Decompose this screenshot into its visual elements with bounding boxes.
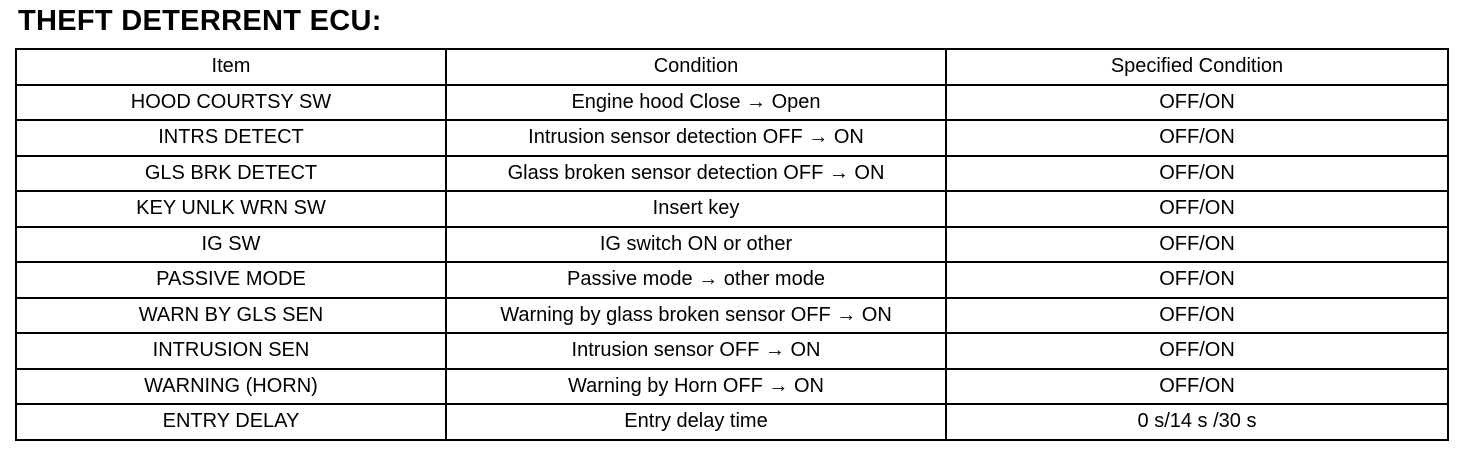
table-header-row (16, 49, 1448, 85)
table-row (16, 333, 1448, 369)
specified-condition-cell: OFF/ON (946, 85, 1448, 121)
table-row (16, 227, 1448, 263)
specified-condition-cell: OFF/ON (946, 333, 1448, 369)
item-cell: WARNING (HORN) (16, 369, 446, 405)
item-cell: ENTRY DELAY (16, 404, 446, 440)
item-cell: PASSIVE MODE (16, 262, 446, 298)
condition-cell: Engine hood Close → Open (446, 85, 946, 121)
table-row (16, 191, 1448, 227)
condition-cell: Intrusion sensor detection OFF → ON (446, 120, 946, 156)
specified-condition-cell: OFF/ON (946, 120, 1448, 156)
specified-condition-cell: 0 s/14 s /30 s (946, 404, 1448, 440)
specification-table (15, 48, 1449, 441)
specified-condition-cell: OFF/ON (946, 156, 1448, 192)
item-cell: INTRUSION SEN (16, 333, 446, 369)
item-cell: IG SW (16, 227, 446, 263)
table-row (16, 404, 1448, 440)
condition-cell: Warning by glass broken sensor OFF → ON (446, 298, 946, 334)
specified-condition-cell: OFF/ON (946, 262, 1448, 298)
item-cell: INTRS DETECT (16, 120, 446, 156)
specified-condition-cell: OFF/ON (946, 298, 1448, 334)
condition-cell: Insert key (446, 191, 946, 227)
item-cell: HOOD COURTSY SW (16, 85, 446, 121)
condition-cell: Warning by Horn OFF → ON (446, 369, 946, 405)
table-row (16, 369, 1448, 405)
condition-cell: Glass broken sensor detection OFF → ON (446, 156, 946, 192)
item-cell: GLS BRK DETECT (16, 156, 446, 192)
item-cell: KEY UNLK WRN SW (16, 191, 446, 227)
specified-condition-cell: OFF/ON (946, 191, 1448, 227)
item-cell: WARN BY GLS SEN (16, 298, 446, 334)
condition-cell: Passive mode → other mode (446, 262, 946, 298)
table-row (16, 298, 1448, 334)
column-header-condition: Condition (446, 49, 946, 85)
column-header-item: Item (16, 49, 446, 85)
condition-cell: Intrusion sensor OFF → ON (446, 333, 946, 369)
condition-cell: IG switch ON or other (446, 227, 946, 263)
specified-condition-cell: OFF/ON (946, 227, 1448, 263)
page-title: THEFT DETERRENT ECU: (18, 5, 382, 37)
table-row (16, 120, 1448, 156)
table-row (16, 85, 1448, 121)
column-header-specified-condition: Specified Condition (946, 49, 1448, 85)
table-row (16, 262, 1448, 298)
table-row (16, 156, 1448, 192)
condition-cell: Entry delay time (446, 404, 946, 440)
specified-condition-cell: OFF/ON (946, 369, 1448, 405)
